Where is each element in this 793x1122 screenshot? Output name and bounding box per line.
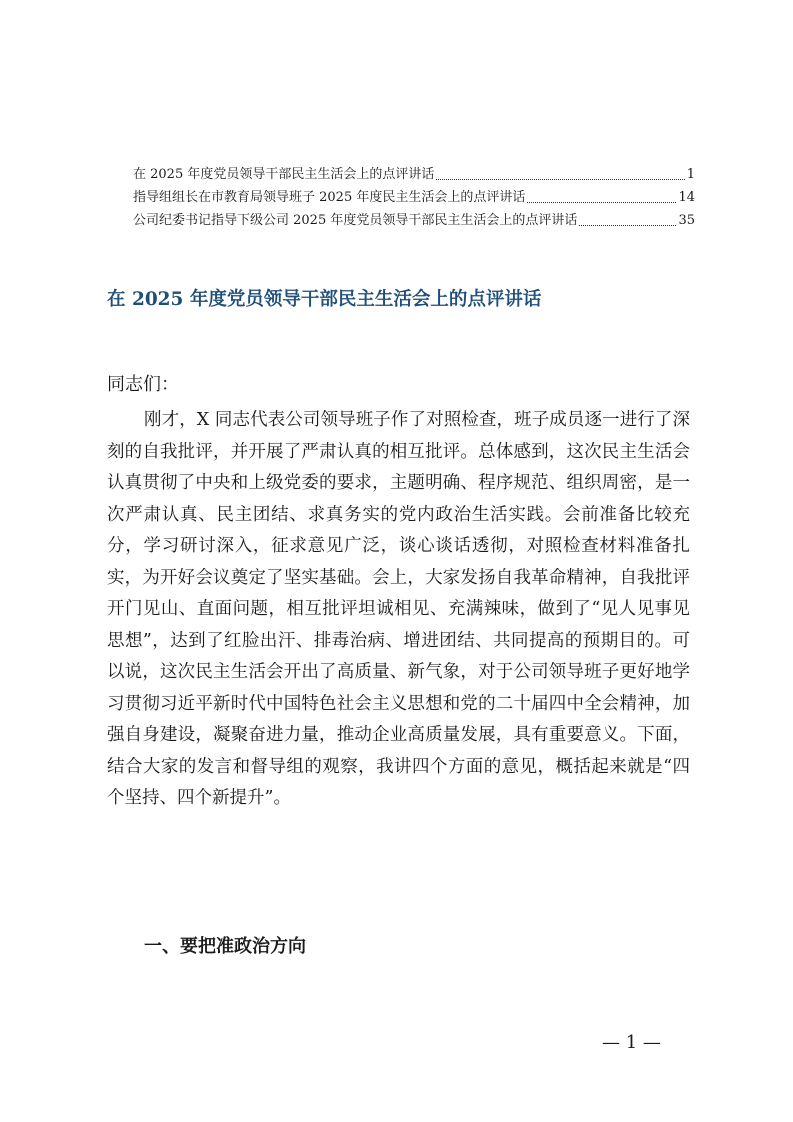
toc-entry[interactable] — [133, 160, 695, 183]
salutation: 同志们： — [107, 374, 179, 395]
toc-entry-page: 1 — [686, 167, 695, 182]
toc-leader-dots — [436, 178, 684, 180]
toc-leader-dots — [579, 224, 676, 226]
body-text — [107, 405, 690, 815]
toc-entry-title: 在 2025 年度党员领导干部民主生活会上的点评讲话 — [133, 167, 435, 182]
body-paragraph: 刚才，X 同志代表公司领导班子作了对照检查，班子成员逐一进行了深刻的自我批评，并开展了严肃认真的相互批评。总体感到，这次民主生活会认真贯彻了中央和上级党委的要求，主题明确、程序规范、组织周密，是一次严肃认真、民主团结、求真务实的党内政治生活实践。会前准备比较充分，学习研讨深入，征求意见广泛，谈心谈话透彻，对照检查材料准备扎实，为开好会议奠定了坚实基础。会上，大家发扬自我革命精神，自我批评开门见山、直面问题，相互批评坦诚相见、充满辣味，做到了“见人见事见思想”，达到了红脸出汗、排毒治病、增进团结、共同提高的预期目的。可以说，这次民主生活会开出了高质量、新气象，对于公司领导班子更好地学习贯彻习近平新时代中国特色社会主义思想和党的二十届四中全会精神，加强自身建设，凝聚奋进力量，推动企业高质量发展，具有重要意义。下面，结合大家的发言和督导组的观察，我讲四个方面的意见，概括起来就是“四个坚持、四个新提升”。 — [107, 410, 690, 808]
toc-entry-page: 14 — [678, 190, 695, 205]
toc-leader-dots — [527, 201, 676, 203]
toc-entry-page: 35 — [678, 213, 695, 228]
toc-entry[interactable] — [133, 183, 695, 206]
document-title: 在 2025 年度党员领导干部民主生活会上的点评讲话 — [107, 289, 542, 310]
section-heading: 一、要把准政治方向 — [144, 936, 306, 957]
toc-entry-title: 指导组组长在市教育局领导班子 2025 年度民主生活会上的点评讲话 — [133, 190, 526, 205]
table-of-contents — [133, 160, 695, 229]
toc-entry[interactable] — [133, 206, 695, 229]
page-number: — 1 — — [602, 1032, 661, 1053]
toc-entry-title: 公司纪委书记指导下级公司 2025 年度党员领导干部民主生活会上的点评讲话 — [133, 213, 578, 228]
